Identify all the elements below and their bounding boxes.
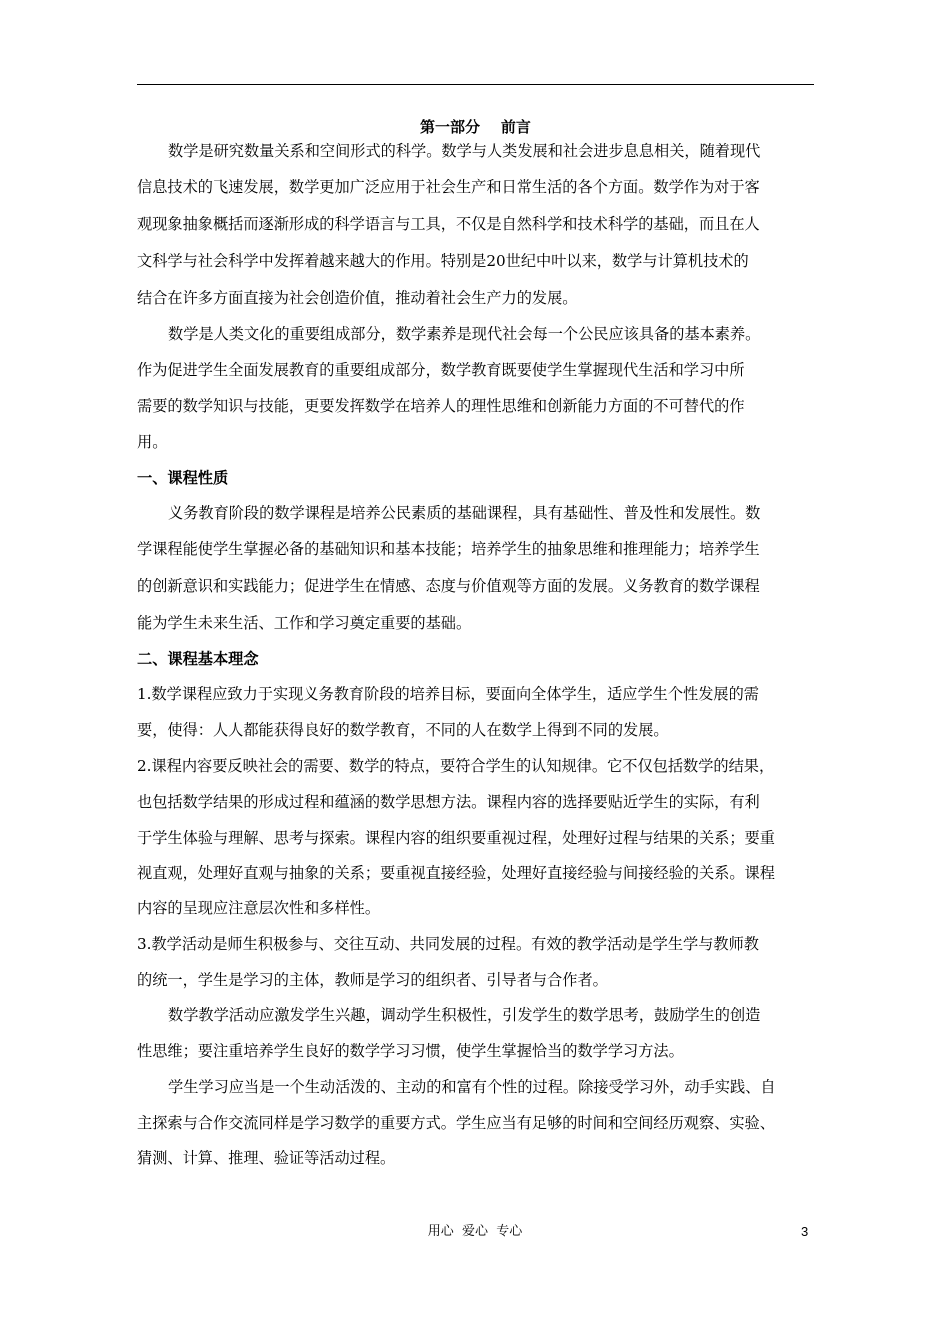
text-line: 于学生体验与理解、思考与探索。课程内容的组织要重视过程，处理好过程与结果的关系；要重 (137, 829, 775, 847)
text-line: 内容的呈现应注意层次性和多样性。 (137, 899, 380, 917)
text-line: 猜测、计算、推理、验证等活动过程。 (137, 1149, 396, 1167)
text-line: 要，使得：人人都能获得良好的数学教育，不同的人在数学上得到不同的发展。 (137, 721, 669, 739)
page-title: 第一部分 前言 (420, 118, 531, 136)
text-line: 需要的数学知识与技能，更要发挥数学在培养人的理性思维和创新能力方面的不可替代的作 (137, 397, 745, 415)
text-line: 文科学与社会科学中发挥着越来越大的作用。特别是20世纪中叶以来，数学与计算机技术的 (137, 252, 749, 270)
text-line: 能为学生未来生活、工作和学习奠定重要的基础。 (137, 614, 472, 632)
text-line: 主探索与合作交流同样是学习数学的重要方式。学生应当有足够的时间和空间经历观察、实验、 (137, 1114, 775, 1132)
text-line: 结合在许多方面直接为社会创造价值，推动着社会生产力的发展。 (137, 289, 578, 307)
text-line: 学课程能使学生掌握必备的基础知识和基本技能；培养学生的抽象思维和推理能力；培养学生 (137, 540, 760, 558)
text-line: 观现象抽象概括而逐渐形成的科学语言与工具，不仅是自然科学和技术科学的基础，而且在人 (137, 215, 760, 233)
page-number: 3 (801, 1224, 809, 1239)
section-heading: 一、课程性质 (137, 469, 229, 487)
text-line: 信息技术的飞速发展，数学更加广泛应用于社会生产和日常生活的各个方面。数学作为对于客 (137, 178, 760, 196)
text-line: 1.数学课程应致力于实现义务教育阶段的培养目标，要面向全体学生，适应学生个性发展的需 (137, 685, 759, 703)
text-line: 性思维；要注重培养学生良好的数学学习习惯，使学生掌握恰当的数学学习方法。 (137, 1042, 684, 1060)
text-line: 也包括数学结果的形成过程和蕴涵的数学思想方法。课程内容的选择要贴近学生的实际，有利 (137, 793, 760, 811)
text-line: 数学是研究数量关系和空间形式的科学。数学与人类发展和社会进步息息相关，随着现代 (168, 142, 761, 160)
text-line: 学生学习应当是一个生动活泼的、主动的和富有个性的过程。除接受学习外，动手实践、自 (168, 1078, 776, 1096)
text-line: 视直观，处理好直观与抽象的关系；要重视直接经验，处理好直接经验与间接经验的关系。课程 (137, 864, 775, 882)
header-rule (137, 84, 814, 85)
text-line: 义务教育阶段的数学课程是培养公民素质的基础课程，具有基础性、普及性和发展性。数 (168, 504, 761, 522)
footer-motto: 用心 爱心 专心 (427, 1224, 523, 1239)
text-line: 的统一，学生是学习的主体，教师是学习的组织者、引导者与合作者。 (137, 971, 608, 989)
text-line: 作为促进学生全面发展教育的重要组成部分，数学教育既要使学生掌握现代生活和学习中所 (137, 361, 745, 379)
text-line: 数学教学活动应激发学生兴趣，调动学生积极性，引发学生的数学思考，鼓励学生的创造 (168, 1006, 761, 1024)
text-line: 用。 (137, 433, 168, 451)
section-heading: 二、课程基本理念 (137, 650, 259, 668)
text-line: 数学是人类文化的重要组成部分，数学素养是现代社会每一个公民应该具备的基本素养。 (168, 325, 761, 343)
text-line: 3.教学活动是师生积极参与、交往互动、共同发展的过程。有效的教学活动是学生学与教师教 (137, 935, 759, 953)
text-line: 的创新意识和实践能力；促进学生在情感、态度与价值观等方面的发展。义务教育的数学课程 (137, 577, 760, 595)
text-line: 2.课程内容要反映社会的需要、数学的特点，要符合学生的认知规律。它不仅包括数学的结果， (137, 757, 775, 775)
